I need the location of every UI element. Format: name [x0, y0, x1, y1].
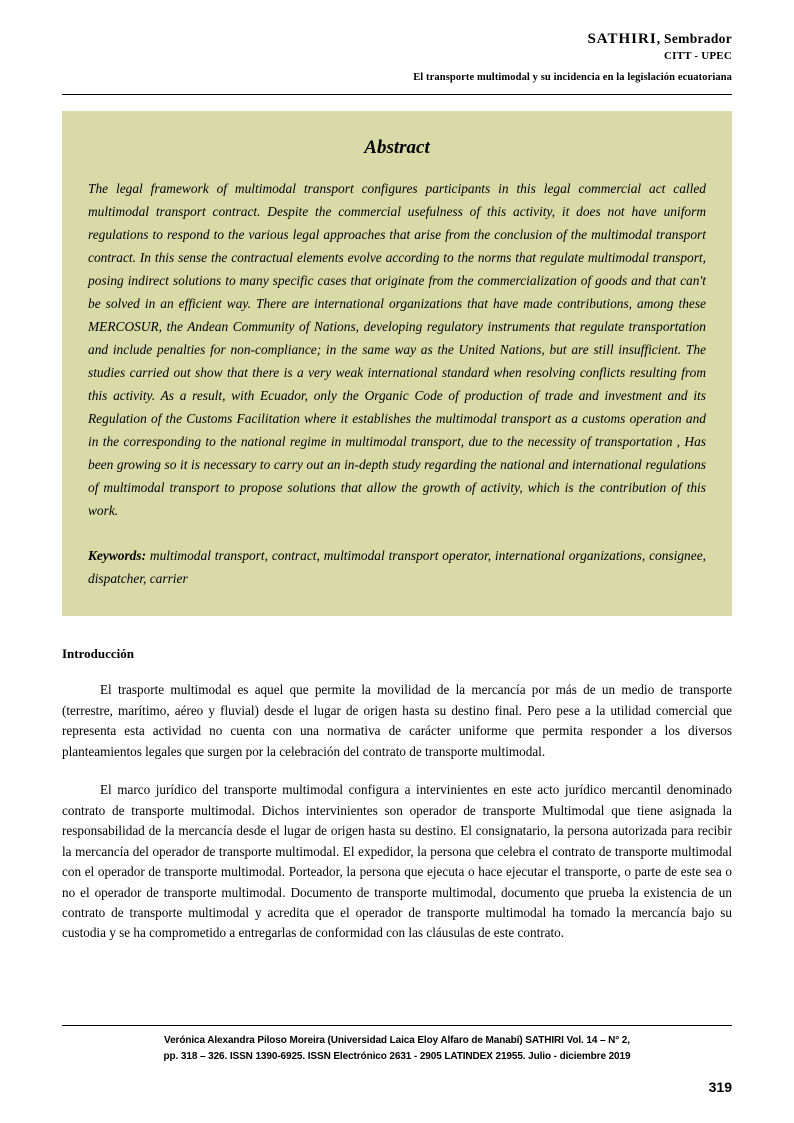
- page-header: [62, 30, 732, 84]
- journal-name-suffix: , Sembrador: [656, 31, 732, 46]
- footer-divider: [62, 1025, 732, 1026]
- journal-unit: CITT - UPEC: [663, 49, 732, 62]
- abstract-title: Abstract: [364, 136, 430, 158]
- keywords-label: Keywords:: [88, 548, 147, 564]
- body-paragraph-2: El marco jurídico del transporte multimodal configura a intervinientes en este acto jurídico mercantil denominado contrato de transporte multimodal. Dichos intervinientes son operador de transporte Multimodal que tiene asignada la responsabilidad de la mercancía desde el lugar de origen hasta su destino. El consignatario, la persona autorizada para recibir la mercancía del operador de transporte multimodal. El expedidor, la persona que celebra el contrato de transporte multimodal con el operador de transporte multimodal. Porteador, la persona que ejecuta o hace ejecutar el transporte, o parte de este sea o no el operador de transporte multimodal. Documento de transporte multimodal, documento que prueba la existencia de un contrato de transporte multimodal y acredita que el operador de transporte multimodal ha tomado la mercancía bajo su custodia y se ha comprometido a entregarlas de conformidad con las cláusulas de este contrato.: [62, 782, 732, 941]
- page-number: 319: [708, 1079, 732, 1095]
- abstract-section: [62, 111, 732, 617]
- footer-citation-line-1: Verónica Alexandra Piloso Moreira (Universidad Laica Eloy Alfaro de Manabí) SATHIRI Vol. 14 – N° 2,: [164, 1035, 630, 1046]
- keywords-text: multimodal transport, contract, multimodal transport operator, international organizations, consignee, dispatcher, carrier: [88, 548, 706, 587]
- section-heading-introduccion: Introducción: [62, 646, 134, 662]
- abstract-body: The legal framework of multimodal transport configures participants in this legal commercial act called multimodal transport contract. Despite the commercial usefulness of this activity, it does not have uniform regulations to respond to the various legal approaches that arise from the conclusion of the multimodal transport contract. In this sense the contractual elements evolve according to the norms that regulate multimodal transport, posing indirect solutions to many specific cases that originate from the commercialization of goods and that can't be solved in an efficient way. There are international organizations that have made contributions, among these MERCOSUR, the Andean Community of Nations, developing regulatory instruments that regulate transportation and include penalties for non-compliance; in the same way as the United Nations, but are still insufficient. The studies carried out show that there is a very weak international standard when resolving conflicts resulting from this activity. As a result, with Ecuador, only the Organic Code of production of trade and investment and its Regulation of the Customs Facilitation where it establishes the multimodal transport as a customs operation and in the corresponding to the national regime in multimodal transport, due to the necessity of transportation , Has been growing so it is necessary to carry out an in-depth study regarding the national and international regulations of multimodal transport to propose solutions that allow the growth of activity, which is the contribution of this work.: [88, 180, 706, 519]
- header-divider: [62, 94, 732, 95]
- body-paragraph-1: El trasporte multimodal es aquel que permite la movilidad de la mercancía por más de un medio de transporte (terrestre, marítimo, aéreo y fluvial) desde el lugar de origen hasta su destino final. Pero pese a la utilidad comercial que representa esta actividad no cuenta con una normativa de carácter uniforme que permita responder a los diversos planteamientos legales que surgen por la celebración del contrato de transporte multimodal.: [62, 682, 732, 759]
- footer-citation-line-2: pp. 318 – 326. ISSN 1390-6925. ISSN Electrónico 2631 - 2905 LATINDEX 21955. Julio - diciembre 2019: [163, 1051, 631, 1062]
- journal-name: [62, 30, 732, 49]
- journal-name-main: SATHIRI: [587, 31, 657, 47]
- page-footer: [62, 1025, 732, 1095]
- keywords-line: [88, 544, 706, 590]
- header-article-title: El transporte multimodal y su incidencia en la legislación ecuatoriana: [413, 71, 732, 83]
